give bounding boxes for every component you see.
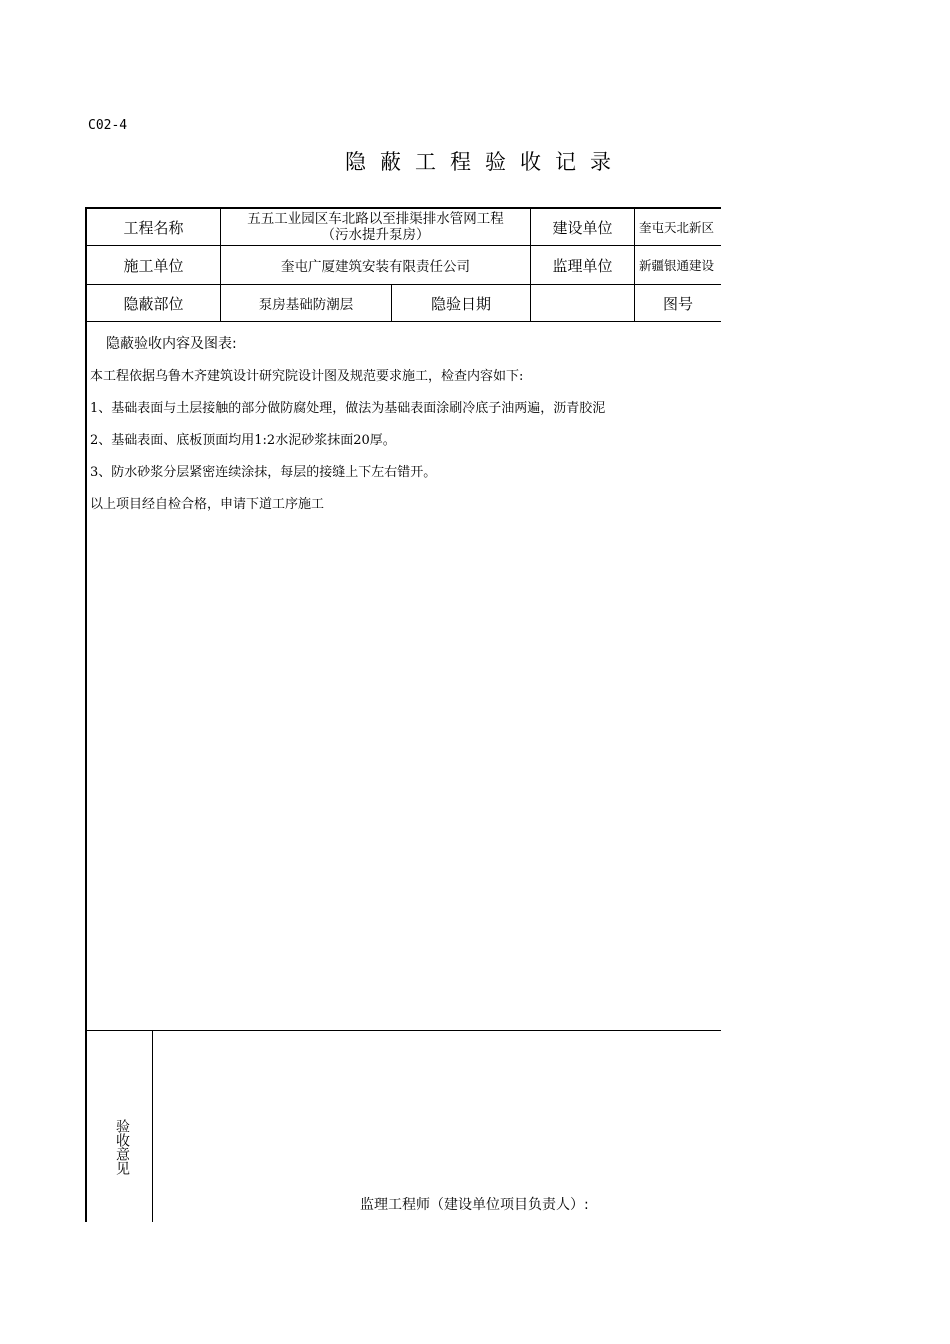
supervisor-label: 监理单位 [552, 256, 613, 275]
drawing-no-label: 图号 [662, 294, 693, 313]
content-line: 1、基础表面与土层接触的部分做防腐处理，做法为基础表面涂刷冷底子油两遍，沥青胶泥 [90, 401, 606, 416]
owner-value: 奎屯天北新区 [639, 220, 715, 235]
project-name-label: 工程名称 [123, 218, 184, 237]
content-line: 3、防水砂浆分层紧密连续涂抹，每层的接缝上下左右错开。 [90, 465, 437, 480]
hidden-part-value: 泵房基础防潮层 [258, 297, 354, 313]
table-left-border [85, 207, 87, 1222]
project-name-line2: （污水提升泵房） [321, 227, 430, 243]
content-line: 本工程依据乌鲁木齐建筑设计研究院设计图及规范要求施工，检查内容如下: [90, 369, 524, 384]
content-line: 2、基础表面、底板顶面均用1:2水泥砂浆抹面20厚。 [90, 433, 396, 448]
content-line: 以上项目经自检合格，申请下道工序施工 [90, 497, 325, 512]
row-divider [86, 1030, 721, 1031]
inspection-date-value [531, 285, 634, 321]
supervisor-value: 新疆银通建设 [639, 258, 715, 273]
owner-label: 建设单位 [552, 218, 613, 237]
col-divider [152, 1030, 153, 1222]
content-heading: 隐蔽验收内容及图表: [106, 336, 237, 352]
row-divider [86, 321, 721, 322]
contractor-value: 奎屯广厦建筑安装有限责任公司 [281, 259, 470, 275]
opinion-label: 验收意见 [114, 1119, 130, 1175]
inspection-date-label: 隐验日期 [430, 294, 491, 313]
page-title: 隐蔽工程验收记录 [345, 150, 625, 174]
contractor-label: 施工单位 [123, 256, 184, 275]
form-code: C02-4 [88, 118, 128, 133]
project-name-line1: 五五工业园区车北路以至排渠排水管网工程 [247, 211, 504, 227]
project-name-value [221, 209, 530, 245]
hidden-part-label: 隐蔽部位 [123, 294, 184, 313]
supervising-engineer-signature-label: 监理工程师（建设单位项目负责人）: [360, 1197, 589, 1213]
